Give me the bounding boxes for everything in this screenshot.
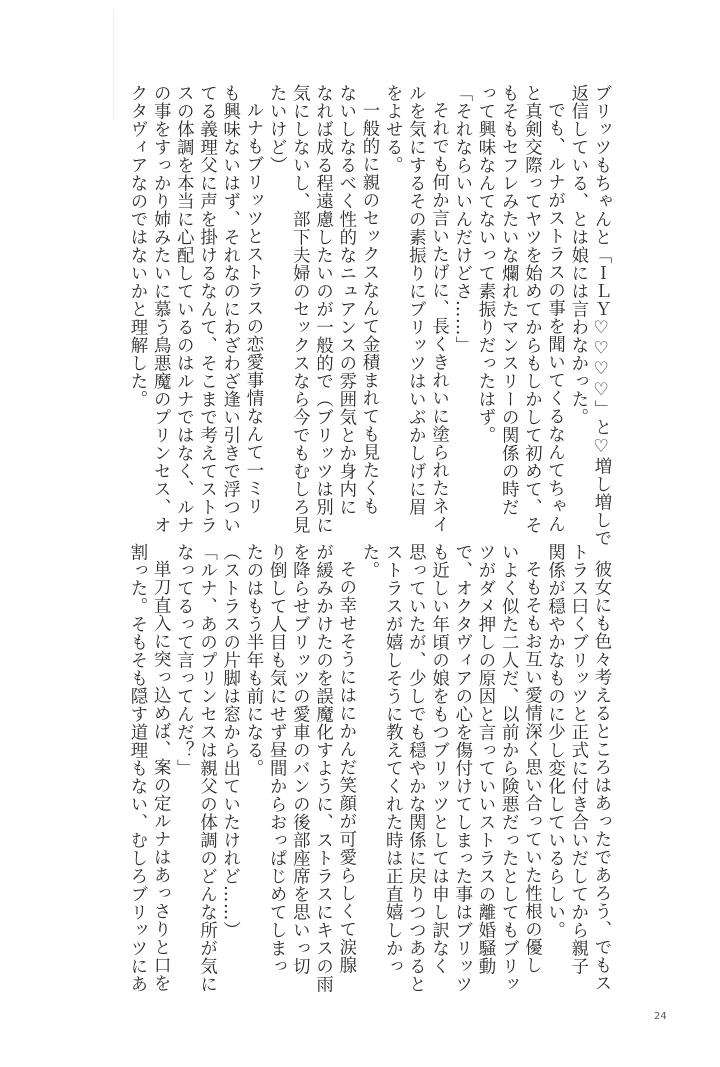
text-column: が緩みかけたのを誤魔化すように、ストラスにキスの雨: [312, 543, 333, 993]
text-column: クタヴィアなのではないかと理解した。: [126, 84, 147, 408]
text-column: た。: [358, 543, 379, 579]
gutter-scan-line: [113, 10, 114, 120]
text-column: り倒して人目も気にせず昼間からおっぱじめてしまっ: [266, 543, 287, 975]
text-column: なってるって言ってんだ？」: [173, 543, 194, 777]
text-block-bottom: [126, 543, 612, 993]
text-column: （ストラスの片脚は窓から出ていたけれど……）: [219, 543, 240, 939]
text-column: を降らせブリッツの愛車のバンの後部座席を思いっ切: [289, 543, 310, 975]
text-column: ルを気にするその素振りにブリッツはいぶかしげに眉: [405, 84, 426, 516]
text-column: 一般的に親のセックスなんて金積まれても見たくも: [358, 101, 379, 516]
text-column: スの体調を本当に心配しているのはルナではなく、ルナ: [173, 84, 194, 534]
text-column: てる義理父に声を掛けるなんて、そこまで考えてストラ: [196, 84, 217, 534]
text-column: 関係が穏やかなものに少し変化しているらしい。: [544, 543, 565, 939]
text-column: それでも何か言いたげに、長くきれいに塗られたネイ: [428, 101, 449, 534]
text-column: たのはもう半年も前になる。: [242, 543, 263, 777]
page-number: 24: [654, 1011, 667, 1022]
text-column: そもそもお互い愛情深く思い合っていた性根の優し: [521, 560, 542, 975]
text-column: も近しい年頃の娘をもつブリッツとしては申し訳なく: [428, 543, 449, 975]
text-column: の事をすっかり姉みたいに慕う鳥悪魔のプリンセス、オ: [150, 84, 171, 534]
text-column: 「ルナ、あのプリンセスは親父の体調のどんな所が気に: [196, 543, 217, 993]
text-column: 彼女にも色々考えるところはあったであろう、でもス: [591, 560, 611, 993]
text-column: 気にしないし、部下夫婦のセックスなら今でもむしろ見: [289, 84, 310, 534]
text-column: と真剣交際ってヤツを始めてからもしかして初めて、そ: [521, 84, 542, 534]
text-column: って興味なんてないって素振りだったはず。: [474, 84, 495, 444]
text-column: ないしなるべく性的なニュアンスの雰囲気とか身内に: [335, 84, 356, 516]
text-column: 思っていたが、少しでも穏やかな関係に戻りつつあると: [405, 543, 426, 993]
text-column: トラス曰くブリッツと正式に付き合いだしてから親子: [567, 543, 588, 975]
text-column: 割った。そもそも隠す道理もない、むしろブリッツにあ: [126, 543, 147, 993]
text-column: 返信している、とは娘には言わなかった。: [567, 84, 588, 426]
text-column: をよせる。: [382, 84, 403, 174]
text-column: 単刀直入に突っ込めば、案の定ルナはあっさりと口を: [150, 560, 171, 993]
text-column: 「それならいいんだけどさ……」: [451, 84, 472, 354]
text-column: その幸せそうにはにかんだ笑顔が可愛らしくて涙腺: [335, 560, 356, 975]
text-column: なれば成る程遠慮したいのが一般的で（ブリッツは別に: [312, 84, 333, 534]
text-column: で、オクタヴィアの心を傷付けてしまった事はブリッツ: [451, 543, 472, 993]
text-column: ストラスが嬉しそうに教えてくれた時は正直嬉しかっ: [382, 543, 403, 975]
text-column: もそもセフレみたいな爛れたマンスリーの関係の時だ: [498, 84, 519, 516]
text-column: でも、ルナがストラスの事を聞いてくるなんてちゃん: [544, 101, 565, 534]
text-column: ルナもブリッツとストラスの恋愛事情なんて一ミリ: [242, 101, 263, 516]
text-block-top: [126, 84, 612, 547]
text-column: いよく似た二人だ、以前から険悪だったとしてもブリッ: [498, 543, 519, 993]
text-column: も興味ないはず、それなのにわざわざ逢い引きで浮つい: [219, 84, 240, 534]
text-column: たいけど）: [266, 84, 287, 174]
text-column: ブリッツもちゃんと「ＩＬＹ♡♡♡♡」と♡増し増しで: [591, 84, 611, 547]
text-column: ツがダメ押しの原因と言っていいストラスの離婚騒動: [474, 543, 495, 975]
